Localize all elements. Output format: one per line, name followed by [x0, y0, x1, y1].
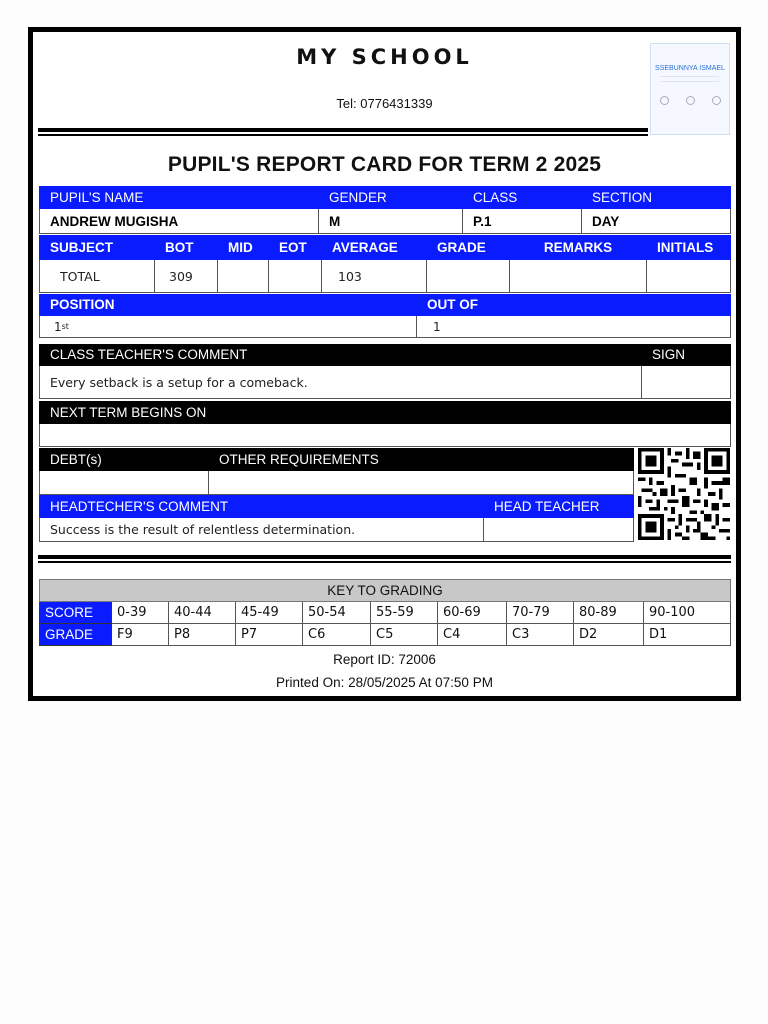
position-label: POSITION	[39, 294, 417, 316]
score-range: 70-79	[507, 602, 574, 624]
report-card	[28, 27, 741, 701]
gender-value: M	[319, 209, 463, 234]
mid-header: MID	[218, 235, 269, 260]
class-value: P.1	[463, 209, 582, 234]
debt-label: DEBT(s)	[39, 448, 209, 471]
headteacher-sign	[484, 518, 634, 542]
grading-grade-row	[39, 624, 731, 646]
thumbnail-name: SSEBUNNYA ISMAEL	[655, 65, 725, 72]
other-requirements-label: OTHER REQUIREMENTS	[209, 448, 634, 471]
next-term-body	[39, 424, 731, 447]
class-teacher-header	[39, 344, 731, 366]
printed-on: Printed On: 28/05/2025 At 07:50 PM	[276, 675, 493, 690]
grade-header: GRADE	[427, 235, 510, 260]
class-teacher-sign-label: SIGN	[642, 344, 731, 366]
thumbnail-line	[661, 81, 719, 82]
requirements-header	[39, 448, 634, 471]
initials-header: INITIALS	[647, 235, 731, 260]
next-term-value	[39, 424, 731, 447]
header-divider-thin	[38, 134, 648, 136]
grade-value: C4	[438, 624, 507, 646]
grading-key-title: KEY TO GRADING	[39, 579, 731, 602]
headteacher-body	[39, 518, 634, 542]
position-number: 1	[54, 319, 62, 334]
class-teacher-comment: Every setback is a setup for a comeback.	[39, 366, 642, 399]
grade-total	[427, 260, 510, 293]
grade-value: C5	[371, 624, 438, 646]
eot-header: EOT	[269, 235, 322, 260]
score-range: 80-89	[574, 602, 644, 624]
certificate-thumbnail	[650, 43, 730, 135]
footer-divider-thin	[38, 561, 731, 563]
footer-divider	[38, 555, 731, 559]
thumbnail-seals	[651, 96, 729, 105]
class-teacher-comment-label: CLASS TEACHER'S COMMENT	[39, 344, 642, 366]
pupil-info-values	[39, 209, 731, 234]
score-range: 0-39	[112, 602, 169, 624]
position-suffix: st	[61, 322, 69, 331]
headteacher-header	[39, 495, 634, 518]
remarks-header: REMARKS	[510, 235, 647, 260]
position-value	[39, 316, 417, 338]
score-label: SCORE	[39, 602, 112, 624]
debt-value	[39, 471, 209, 495]
report-id: Report ID: 72006	[333, 652, 436, 667]
qr-code	[638, 447, 730, 541]
pupil-info-header	[39, 186, 731, 209]
average-header: AVERAGE	[322, 235, 427, 260]
thumbnail-line	[661, 76, 719, 77]
bot-total: 309	[155, 260, 218, 293]
report-title: PUPIL'S REPORT CARD FOR TERM 2 2025	[167, 153, 602, 176]
section-value: DAY	[582, 209, 731, 234]
grade-value: D2	[574, 624, 644, 646]
requirements-body	[39, 471, 634, 495]
out-of-label: OUT OF	[417, 294, 731, 316]
subject-total: TOTAL	[39, 260, 155, 293]
grade-label: GRADE	[39, 624, 112, 646]
score-range: 50-54	[303, 602, 371, 624]
grade-value: P8	[169, 624, 236, 646]
school-name: MY SCHOOL	[296, 45, 473, 69]
header-divider	[38, 128, 648, 132]
grade-value: C6	[303, 624, 371, 646]
headteacher-comment: Success is the result of relentless determination.	[39, 518, 484, 542]
results-total-row	[39, 260, 731, 293]
class-teacher-body	[39, 366, 731, 399]
score-range: 60-69	[438, 602, 507, 624]
gender-label: GENDER	[319, 186, 463, 209]
position-header	[39, 294, 731, 316]
headteacher-comment-label: HEADTECHER'S COMMENT	[39, 495, 484, 518]
pupil-name-label: PUPIL'S NAME	[39, 186, 319, 209]
subject-header: SUBJECT	[39, 235, 155, 260]
thumbnail-decoration	[651, 54, 729, 59]
class-label: CLASS	[463, 186, 582, 209]
score-range: 40-44	[169, 602, 236, 624]
score-range: 90-100	[644, 602, 731, 624]
grading-score-row	[39, 602, 731, 624]
grade-value: F9	[112, 624, 169, 646]
results-header	[39, 235, 731, 260]
mid-total	[218, 260, 269, 293]
initials-total	[647, 260, 731, 293]
next-term-header	[39, 401, 731, 424]
grade-value: C3	[507, 624, 574, 646]
position-values	[39, 316, 731, 338]
next-term-label: NEXT TERM BEGINS ON	[39, 401, 731, 424]
school-telephone: Tel: 0776431339	[336, 96, 433, 111]
other-requirements-value	[209, 471, 634, 495]
average-total: 103	[322, 260, 427, 293]
grade-value: D1	[644, 624, 731, 646]
pupil-name-value: ANDREW MUGISHA	[39, 209, 319, 234]
grade-value: P7	[236, 624, 303, 646]
class-teacher-sign	[642, 366, 731, 399]
eot-total	[269, 260, 322, 293]
out-of-value: 1	[417, 316, 731, 338]
headteacher-sign-label: HEAD TEACHER	[484, 495, 634, 518]
bot-header: BOT	[155, 235, 218, 260]
score-range: 45-49	[236, 602, 303, 624]
section-label: SECTION	[582, 186, 731, 209]
remarks-total	[510, 260, 647, 293]
score-range: 55-59	[371, 602, 438, 624]
